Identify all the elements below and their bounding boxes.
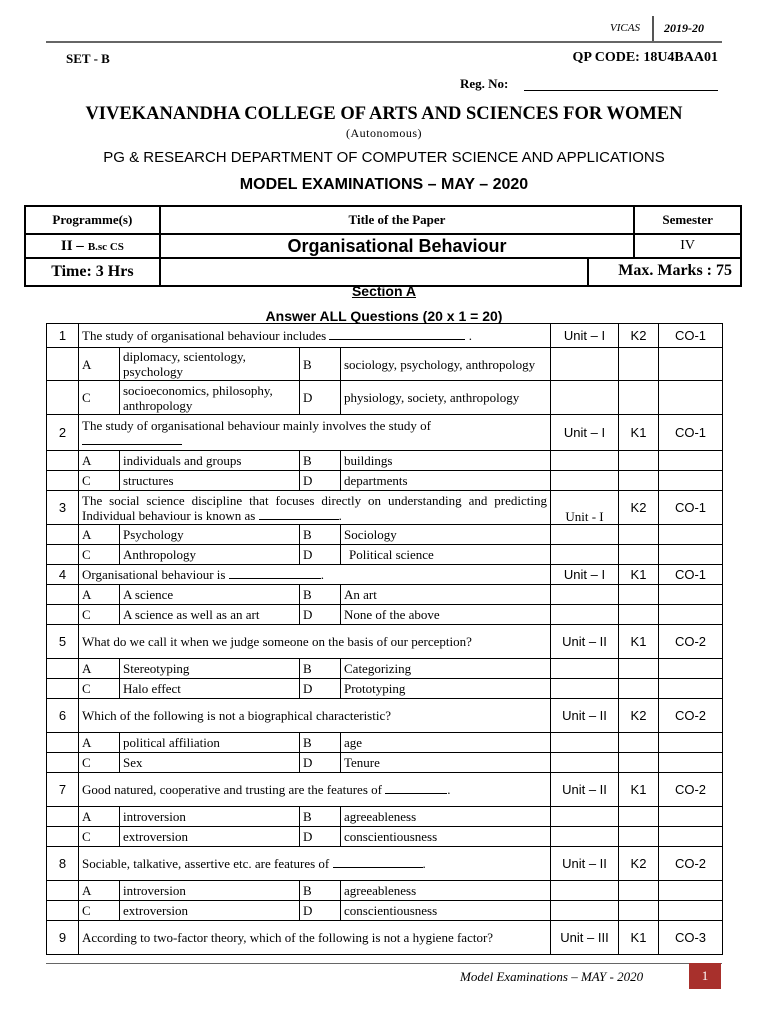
question-text: According to two-factor theory, which of the following is not a hygiene factor? — [79, 921, 551, 955]
org-abbrev: VICAS — [610, 22, 640, 34]
option-label: A — [79, 525, 120, 545]
answer-blank — [333, 867, 423, 868]
option-label: C — [79, 679, 120, 699]
question-text: Which of the following is not a biographical characteristic? — [79, 699, 551, 733]
set-label: SET - B — [66, 51, 110, 66]
question-text: Organisational behaviour is . — [79, 565, 551, 585]
k-level: K2 — [619, 847, 659, 881]
programme-header: Programme(s) — [25, 206, 160, 234]
option-row — [47, 901, 723, 921]
reg-no-label: Reg. No: — [460, 76, 509, 91]
semester-header: Semester — [634, 206, 741, 234]
option-text: agreeableness — [341, 881, 551, 901]
unit: Unit – I — [551, 565, 619, 585]
k-level: K2 — [619, 324, 659, 348]
option-text: A science as well as an art — [120, 605, 300, 625]
option-row — [47, 545, 723, 565]
course-outcome: CO-1 — [659, 324, 723, 348]
k-level: K1 — [619, 415, 659, 451]
k-level: K2 — [619, 491, 659, 525]
option-label: B — [300, 807, 341, 827]
option-label: D — [300, 827, 341, 847]
option-text: Political science — [341, 545, 551, 565]
course-outcome: CO-2 — [659, 699, 723, 733]
option-text: conscientiousness — [341, 901, 551, 921]
option-label: A — [79, 585, 120, 605]
course-outcome: CO-1 — [659, 491, 723, 525]
option-row — [47, 827, 723, 847]
option-text: age — [341, 733, 551, 753]
question-row — [47, 324, 723, 348]
option-text: A science — [120, 585, 300, 605]
option-row — [47, 348, 723, 381]
qp-code: QP CODE: 18U4BAA01 — [572, 50, 718, 65]
unit: Unit – I — [551, 415, 619, 451]
course-outcome: CO-2 — [659, 625, 723, 659]
max-marks-cell — [160, 258, 741, 286]
header-corner — [590, 14, 720, 42]
option-row — [47, 881, 723, 901]
question-number: 4 — [47, 565, 79, 585]
option-row — [47, 605, 723, 625]
question-number: 7 — [47, 773, 79, 807]
option-text: agreeableness — [341, 807, 551, 827]
option-label: C — [79, 901, 120, 921]
programme-name: B.sc CS — [87, 241, 124, 253]
course-outcome: CO-3 — [659, 921, 723, 955]
question-number: 1 — [47, 324, 79, 348]
option-text: individuals and groups — [120, 451, 300, 471]
option-label: B — [300, 659, 341, 679]
option-label: D — [300, 753, 341, 773]
option-label: C — [79, 471, 120, 491]
question-number: 2 — [47, 415, 79, 451]
option-text: departments — [341, 471, 551, 491]
question-text: The study of organisational behaviour mainly involves the study of — [79, 415, 551, 451]
max-marks: Max. Marks : 75 — [618, 262, 732, 279]
option-text: extroversion — [120, 827, 300, 847]
option-text: None of the above — [341, 605, 551, 625]
option-label: A — [79, 881, 120, 901]
option-label: A — [79, 451, 120, 471]
unit: Unit – II — [551, 773, 619, 807]
unit: Unit - I — [551, 491, 619, 525]
option-row — [47, 585, 723, 605]
k-level: K2 — [619, 699, 659, 733]
question-row — [47, 921, 723, 955]
college-name: VIVEKANANDHA COLLEGE OF ARTS AND SCIENCES FOR WOMEN — [85, 104, 683, 124]
option-label: A — [79, 348, 120, 381]
option-label: B — [300, 585, 341, 605]
option-label: C — [79, 827, 120, 847]
time-allowed: Time: 3 Hrs — [25, 258, 160, 286]
answer-blank — [385, 793, 447, 794]
option-text: extroversion — [120, 901, 300, 921]
option-label: D — [300, 545, 341, 565]
option-text: Sociology — [341, 525, 551, 545]
option-label: D — [300, 901, 341, 921]
question-row — [47, 491, 723, 525]
option-label: A — [79, 659, 120, 679]
question-row — [47, 699, 723, 733]
option-text: Prototyping — [341, 679, 551, 699]
course-outcome: CO-2 — [659, 847, 723, 881]
option-row — [47, 451, 723, 471]
paper-info-table — [24, 205, 742, 287]
academic-year: 2019-20 — [664, 21, 704, 35]
option-label: B — [300, 451, 341, 471]
question-text: Sociable, talkative, assertive etc. are features of . — [79, 847, 551, 881]
answer-blank — [329, 339, 465, 340]
unit: Unit – II — [551, 847, 619, 881]
department-name: PG & RESEARCH DEPARTMENT OF COMPUTER SCIENCE AND APPLICATIONS — [103, 149, 665, 166]
option-label: A — [79, 733, 120, 753]
programme-cell — [25, 234, 160, 258]
question-row — [47, 565, 723, 585]
question-row — [47, 773, 723, 807]
answer-blank — [229, 578, 321, 579]
answer-blank — [82, 444, 182, 445]
option-row — [47, 733, 723, 753]
header-separator — [652, 16, 654, 42]
option-label: B — [300, 348, 341, 381]
option-text: structures — [120, 471, 300, 491]
k-level: K1 — [619, 921, 659, 955]
option-label: B — [300, 733, 341, 753]
page-number: 1 — [689, 963, 721, 989]
option-text: introversion — [120, 881, 300, 901]
unit: Unit – III — [551, 921, 619, 955]
option-text: Anthropology — [120, 545, 300, 565]
paper-title: Organisational Behaviour — [160, 234, 634, 258]
option-text: physiology, society, anthropology — [341, 381, 551, 415]
k-level: K1 — [619, 625, 659, 659]
option-text: political affiliation — [120, 733, 300, 753]
option-label: C — [79, 605, 120, 625]
option-text: socioeconomics, philosophy, anthropology — [120, 381, 300, 415]
option-row — [47, 659, 723, 679]
section-title: Section A — [351, 283, 417, 299]
option-label: D — [300, 471, 341, 491]
question-number: 8 — [47, 847, 79, 881]
unit: Unit – II — [551, 625, 619, 659]
question-text: The social science discipline that focuses directly on understanding and predicting Individual behaviour is known as . — [79, 491, 551, 525]
unit: Unit – II — [551, 699, 619, 733]
option-label: D — [300, 605, 341, 625]
question-text: Good natured, cooperative and trusting are the features of . — [79, 773, 551, 807]
question-number: 9 — [47, 921, 79, 955]
unit: Unit – I — [551, 324, 619, 348]
option-text: Categorizing — [341, 659, 551, 679]
answer-blank — [259, 519, 339, 520]
section-instruction: Answer ALL Questions (20 x 1 = 20) — [265, 308, 503, 324]
question-text: What do we call it when we judge someone on the basis of our perception? — [79, 625, 551, 659]
question-number: 6 — [47, 699, 79, 733]
option-label: C — [79, 753, 120, 773]
option-row — [47, 381, 723, 415]
option-row — [47, 753, 723, 773]
option-text: Sex — [120, 753, 300, 773]
college-status: (Autonomous) — [346, 126, 422, 140]
option-label: A — [79, 807, 120, 827]
option-text: Psychology — [120, 525, 300, 545]
option-text: buildings — [341, 451, 551, 471]
questions-table — [46, 323, 723, 955]
k-level: K1 — [619, 565, 659, 585]
question-number: 3 — [47, 491, 79, 525]
course-outcome: CO-1 — [659, 415, 723, 451]
option-label: B — [300, 881, 341, 901]
exam-title: MODEL EXAMINATIONS – MAY – 2020 — [239, 176, 529, 193]
option-label: D — [300, 679, 341, 699]
option-text: An art — [341, 585, 551, 605]
option-text: Stereotyping — [120, 659, 300, 679]
option-row — [47, 807, 723, 827]
k-level: K1 — [619, 773, 659, 807]
question-text: The study of organisational behaviour includes . — [79, 324, 551, 348]
question-row — [47, 847, 723, 881]
option-row — [47, 471, 723, 491]
option-text: conscientiousness — [341, 827, 551, 847]
course-outcome: CO-1 — [659, 565, 723, 585]
option-text: introversion — [120, 807, 300, 827]
header-rule — [46, 41, 722, 43]
reg-no-blank — [524, 90, 718, 91]
semester-value: IV — [634, 234, 741, 258]
question-row — [47, 415, 723, 451]
course-outcome: CO-2 — [659, 773, 723, 807]
option-text: Tenure — [341, 753, 551, 773]
option-label: D — [300, 381, 341, 415]
option-label: C — [79, 381, 120, 415]
marks-divider — [587, 259, 589, 285]
option-row — [47, 679, 723, 699]
option-label: C — [79, 545, 120, 565]
option-text: Halo effect — [120, 679, 300, 699]
title-header: Title of the Paper — [160, 206, 634, 234]
programme-level: II – — [60, 238, 84, 254]
option-text: sociology, psychology, anthropology — [341, 348, 551, 381]
question-number: 5 — [47, 625, 79, 659]
question-row — [47, 625, 723, 659]
footer-text: Model Examinations – MAY - 2020 — [460, 969, 644, 984]
option-label: B — [300, 525, 341, 545]
option-row — [47, 525, 723, 545]
option-text: diplomacy, scientology, psychology — [120, 348, 300, 381]
footer-rule — [46, 963, 722, 964]
